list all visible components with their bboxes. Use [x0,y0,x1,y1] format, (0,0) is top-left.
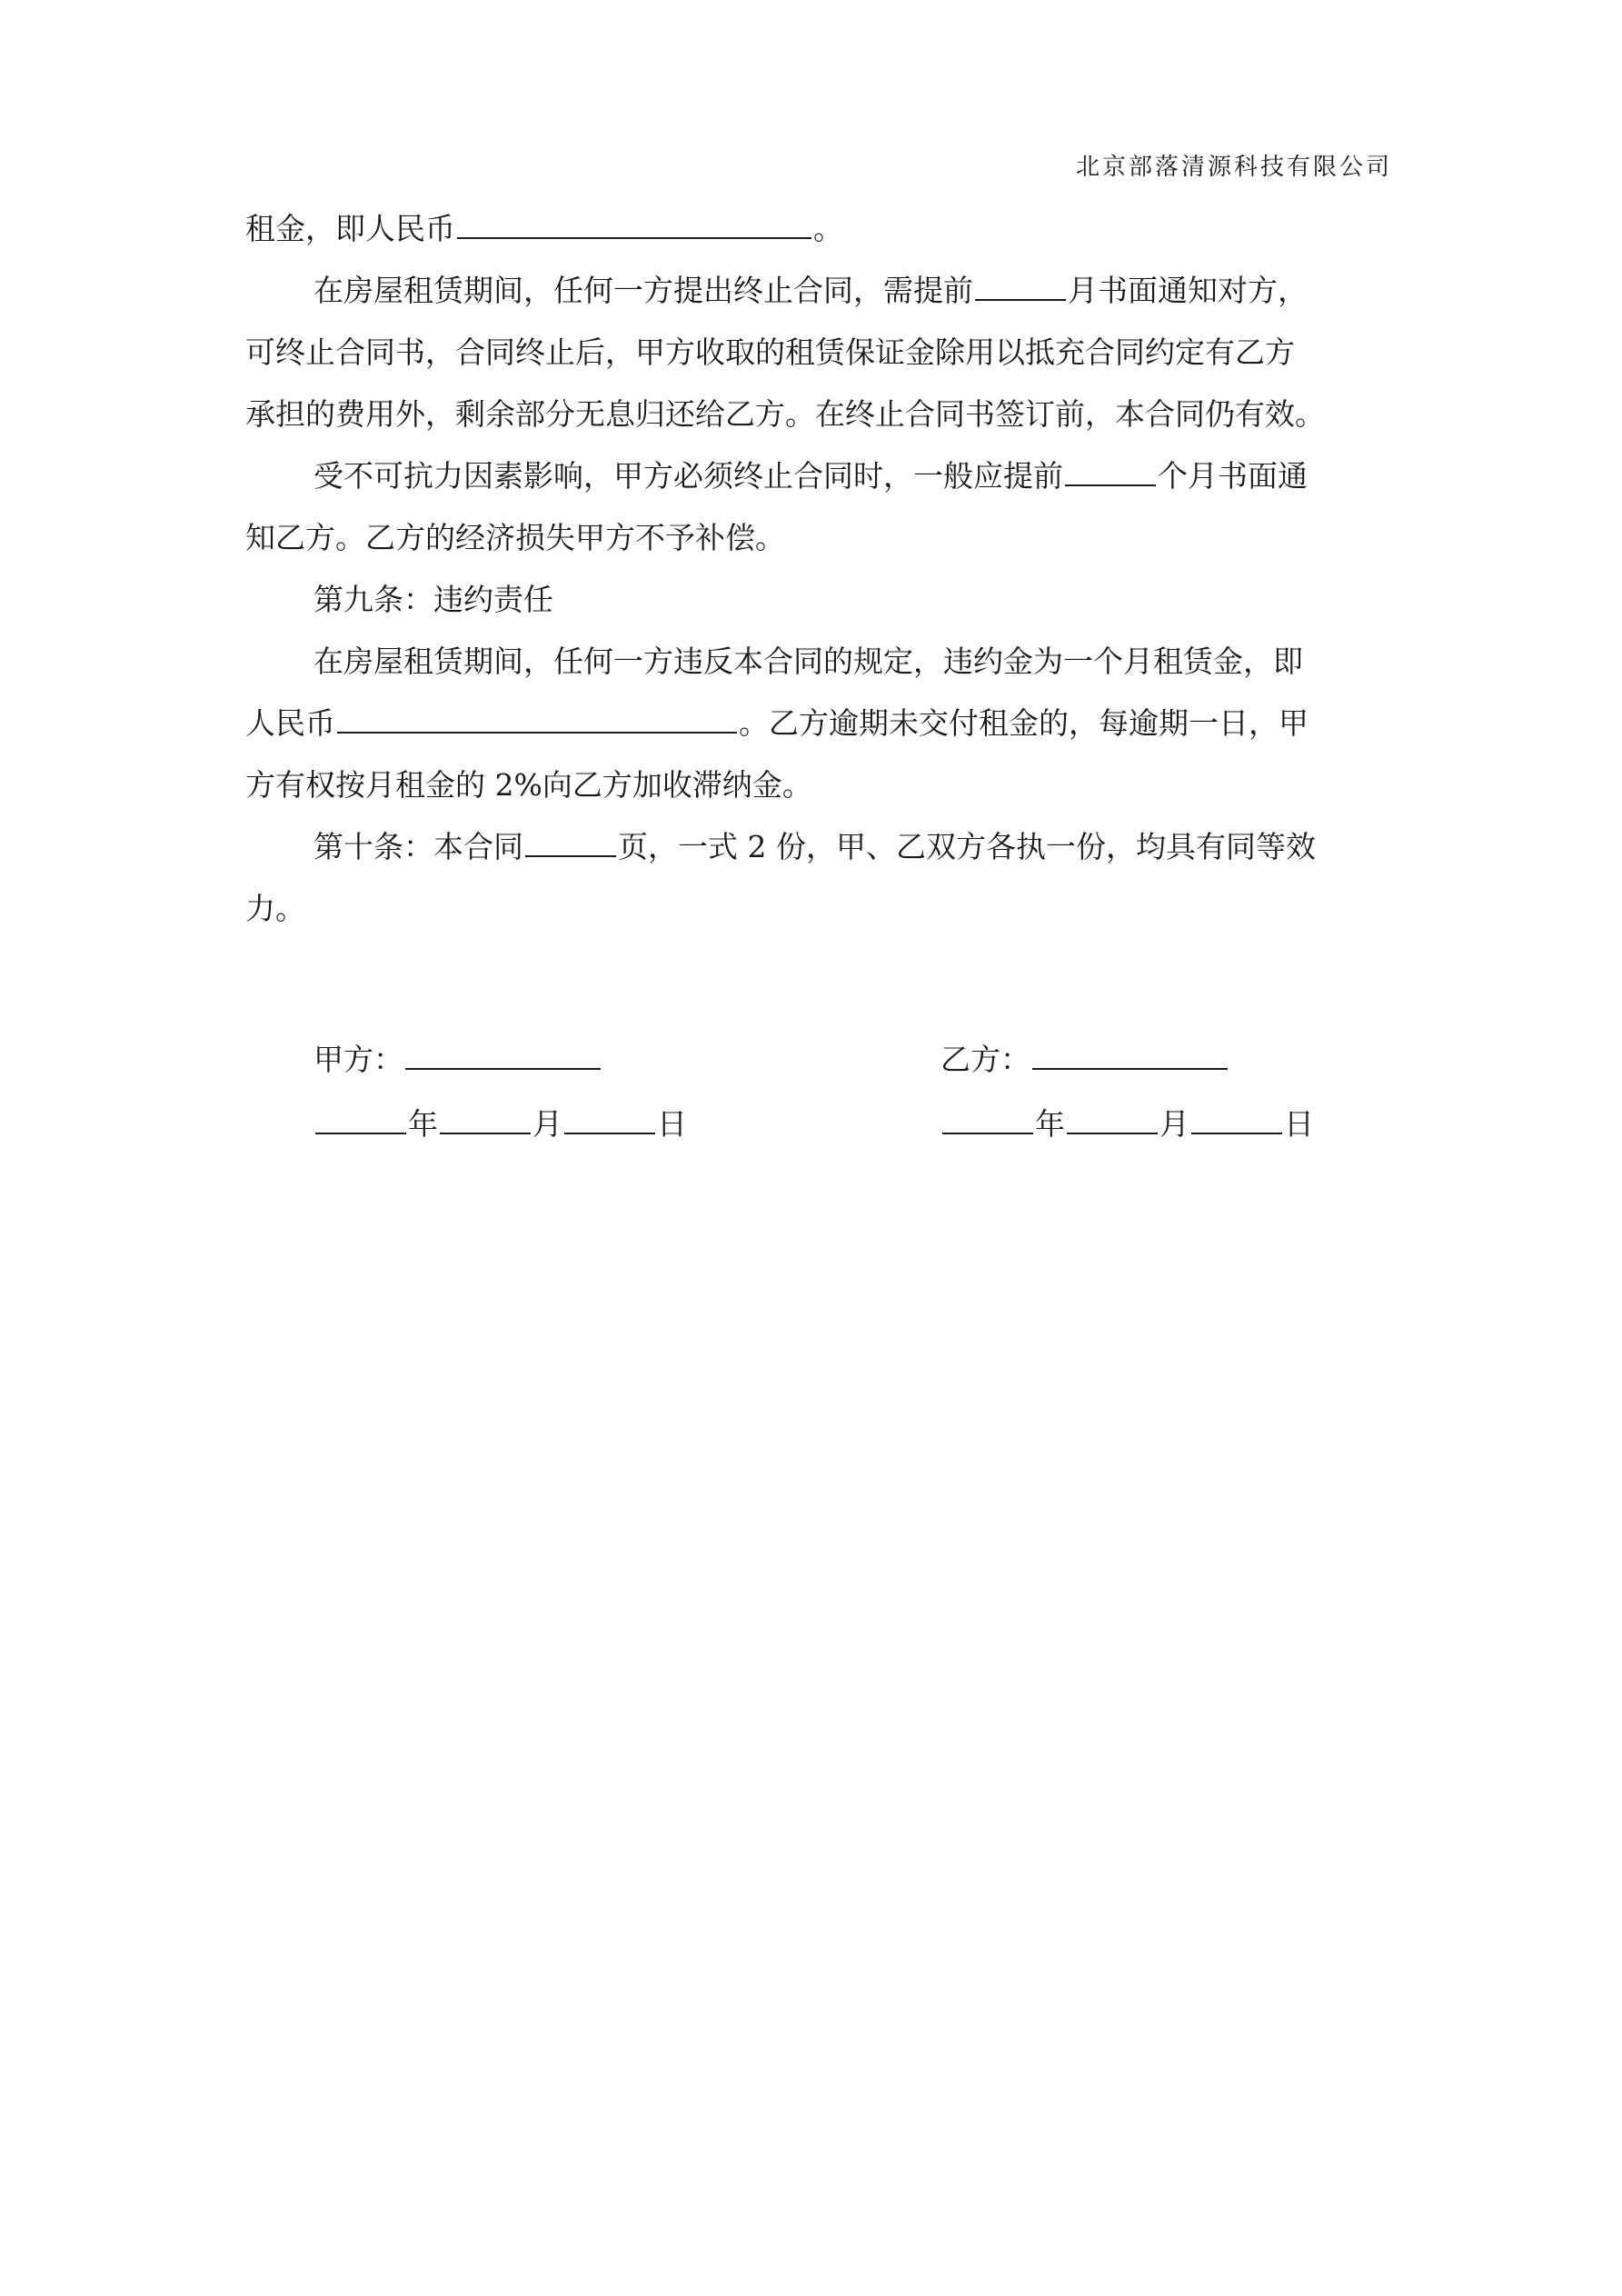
line-text: 人民币 [245,705,335,741]
party-b-signature-field[interactable] [1032,1039,1228,1070]
day-label: 日 [657,1106,687,1142]
line-text: 月书面通知对方， [1068,273,1308,308]
line-text: 受不可抗力因素影响，甲方必须终止合同时，一般应提前 [313,458,1063,494]
line-text: 个月书面通 [1158,458,1308,494]
party-b-signature [940,1038,1229,1082]
line-text: 租金，即人民币 [245,211,455,246]
party-a-day-field[interactable] [564,1103,655,1134]
year-label: 年 [1035,1106,1065,1142]
line-text: 。 [813,211,843,246]
party-a-year-field[interactable] [315,1103,406,1134]
line-text: 页，一式 2 份，甲、乙双方各执一份，均具有同等效 [618,829,1316,864]
party-a-signature [313,1038,602,1082]
party-a-date [313,1103,687,1146]
party-b-day-field[interactable] [1191,1103,1282,1134]
paragraph-line: 承担的费用外，剩余部分无息归还给乙方。在终止合同书签订前，本合同仍有效。 [245,396,1325,432]
blank-field-page-count[interactable] [525,826,616,857]
month-label: 月 [1159,1106,1189,1142]
paragraph-line [245,454,1308,498]
line-text: 第十条：本合同 [313,829,523,864]
company-header: 北京部落清源科技有限公司 [1075,154,1392,181]
party-a-label: 甲方： [313,1042,403,1077]
paragraph-line: 在房屋租赁期间，任何一方违反本合同的规定，违约金为一个月租赁金，即 [313,644,1303,679]
party-a-month-field[interactable] [440,1103,531,1134]
day-label: 日 [1284,1106,1314,1142]
blank-field-force-majeure-months[interactable] [1065,455,1156,486]
section-heading: 第九条：违约责任 [313,582,553,617]
party-b-month-field[interactable] [1067,1103,1158,1134]
paragraph-line [245,269,1308,313]
line-text: 在房屋租赁期间，任何一方提出终止合同，需提前 [313,273,973,308]
blank-field-rent-amount[interactable] [457,208,811,239]
paragraph-line [245,207,843,251]
paragraph-line: 可终止合同书，合同终止后，甲方收取的租赁保证金除用以抵充合同约定有乙方 [245,334,1295,370]
party-b-year-field[interactable] [942,1103,1033,1134]
paragraph-line [245,825,1316,869]
party-b-label: 乙方： [940,1042,1030,1077]
paragraph-line [245,702,1309,745]
month-label: 月 [532,1106,562,1142]
paragraph-line: 方有权按月租金的 2%向乙方加收滞纳金。 [245,767,812,803]
year-label: 年 [408,1106,438,1142]
paragraph-line: 力。 [245,891,305,926]
paragraph-line: 知乙方。乙方的经济损失甲方不予补偿。 [245,520,785,555]
blank-field-notice-months[interactable] [975,270,1066,301]
blank-field-penalty-amount[interactable] [337,703,737,734]
party-b-date [940,1103,1314,1146]
line-text: 。乙方逾期未交付租金的，每逾期一日，甲 [739,705,1309,741]
party-a-signature-field[interactable] [405,1039,601,1070]
